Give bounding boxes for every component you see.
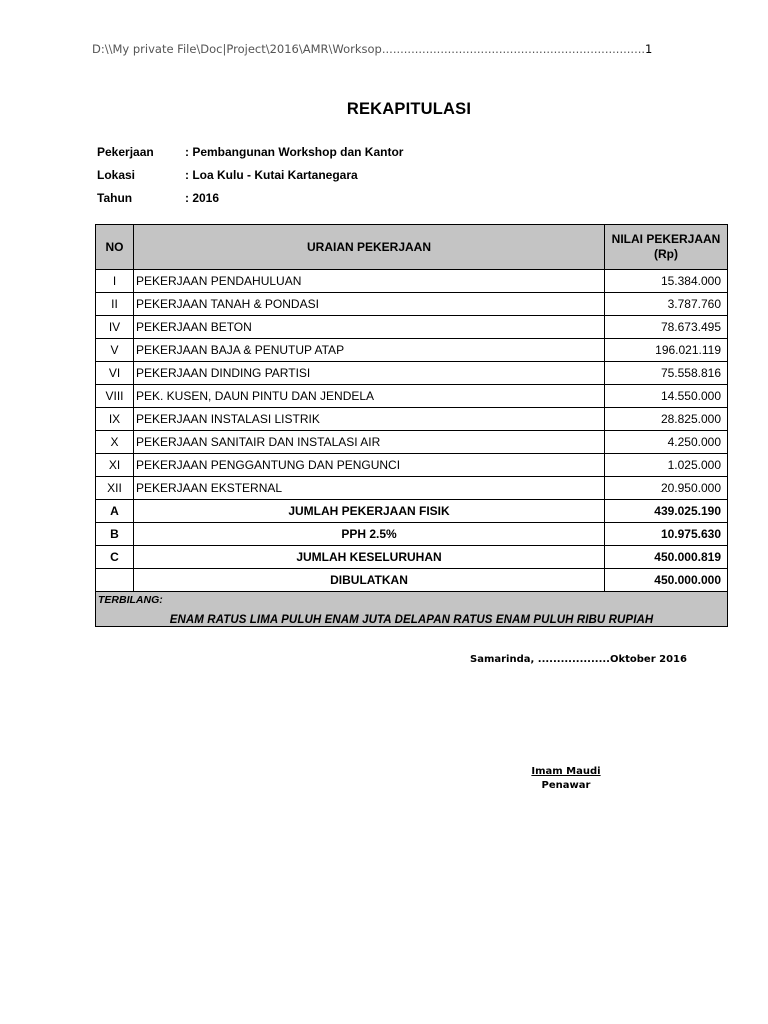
- info-value: : 2016: [185, 190, 220, 205]
- summary-label: DIBULATKAN: [134, 569, 605, 592]
- row-description: PEKERJAAN BETON: [134, 316, 605, 339]
- summary-no: B: [96, 523, 134, 546]
- summary-row-grand-total: [96, 546, 728, 569]
- row-value: 14.550.000: [605, 385, 728, 408]
- row-no: V: [96, 339, 134, 362]
- row-no: IV: [96, 316, 134, 339]
- info-label: Pekerjaan: [97, 144, 154, 159]
- row-no: XII: [96, 477, 134, 500]
- summary-no: C: [96, 546, 134, 569]
- summary-value: 450.000.819: [605, 546, 728, 569]
- row-description: PEKERJAAN EKSTERNAL: [134, 477, 605, 500]
- summary-no: A: [96, 500, 134, 523]
- terbilang-row: [96, 592, 728, 627]
- summary-value: 10.975.630: [605, 523, 728, 546]
- row-description: PEKERJAAN TANAH & PONDASI: [134, 293, 605, 316]
- table-row: [96, 293, 728, 316]
- summary-row-rounded: [96, 569, 728, 592]
- signer-role: Penawar: [541, 780, 591, 791]
- row-no: IX: [96, 408, 134, 431]
- row-description: PEK. KUSEN, DAUN PINTU DAN JENDELA: [134, 385, 605, 408]
- summary-label: JUMLAH PEKERJAAN FISIK: [134, 500, 605, 523]
- row-no: I: [96, 270, 134, 293]
- row-no: X: [96, 431, 134, 454]
- info-row-tahun: [97, 186, 403, 209]
- signature-block: [530, 765, 602, 793]
- row-no: XI: [96, 454, 134, 477]
- table-row: [96, 454, 728, 477]
- header-value-line1: NILAI PEKERJAAN: [611, 232, 721, 246]
- row-description: PEKERJAAN BAJA & PENUTUP ATAP: [134, 339, 605, 362]
- table-row: [96, 362, 728, 385]
- terbilang-text: ENAM RATUS LIMA PULUH ENAM JUTA DELAPAN RATUS ENAM PULUH RIBU RUPIAH: [169, 614, 654, 626]
- signer-name: Imam Maudi: [531, 766, 601, 777]
- table-row: [96, 385, 728, 408]
- table-row: [96, 477, 728, 500]
- table-row: [96, 270, 728, 293]
- row-value: 1.025.000: [605, 454, 728, 477]
- row-no: VIII: [96, 385, 134, 408]
- summary-no: [96, 569, 134, 592]
- row-description: PEKERJAAN SANITAIR DAN INSTALASI AIR: [134, 431, 605, 454]
- terbilang-cell: [96, 592, 728, 627]
- header-no: NO: [96, 225, 134, 270]
- row-value: 196.021.119: [605, 339, 728, 362]
- recap-table: [95, 224, 728, 627]
- info-row-pekerjaan: [97, 140, 403, 163]
- summary-value: 439.025.190: [605, 500, 728, 523]
- table-row: [96, 431, 728, 454]
- table-header-row: [96, 225, 728, 270]
- summary-value: 450.000.000: [605, 569, 728, 592]
- row-description: PEKERJAAN DINDING PARTISI: [134, 362, 605, 385]
- summary-row-total-physical: [96, 500, 728, 523]
- summary-label: PPH 2.5%: [134, 523, 605, 546]
- header-value-line2: (Rp): [654, 247, 678, 261]
- info-label: Lokasi: [97, 167, 136, 182]
- row-no: VI: [96, 362, 134, 385]
- place-date: Samarinda, ...................Oktober 2016: [470, 654, 687, 665]
- info-row-lokasi: [97, 163, 403, 186]
- row-value: 4.250.000: [605, 431, 728, 454]
- row-value: 75.558.816: [605, 362, 728, 385]
- row-value: 3.787.760: [605, 293, 728, 316]
- row-value: 28.825.000: [605, 408, 728, 431]
- row-description: PEKERJAAN INSTALASI LISTRIK: [134, 408, 605, 431]
- summary-label: JUMLAH KESELURUHAN: [134, 546, 605, 569]
- row-description: PEKERJAAN PENGGANTUNG DAN PENGUNCI: [134, 454, 605, 477]
- header-value: [605, 225, 728, 270]
- page-number: 1: [645, 42, 653, 56]
- info-value: : Loa Kulu - Kutai Kartanegara: [185, 167, 358, 182]
- row-value: 20.950.000: [605, 477, 728, 500]
- row-description: PEKERJAAN PENDAHULUAN: [134, 270, 605, 293]
- info-value: : Pembangunan Workshop dan Kantor: [185, 144, 404, 159]
- row-no: II: [96, 293, 134, 316]
- row-value: 78.673.495: [605, 316, 728, 339]
- page-title: REKAPITULASI: [346, 100, 472, 118]
- terbilang-label: TERBILANG:: [98, 594, 163, 606]
- table-row: [96, 408, 728, 431]
- table-row: [96, 339, 728, 362]
- info-label: Tahun: [97, 190, 133, 205]
- file-path-text: D:\\My private File\Doc|Project\2016\AMR\Worksop........................................................................: [92, 42, 646, 56]
- row-value: 15.384.000: [605, 270, 728, 293]
- project-info: [97, 140, 403, 209]
- header-description: URAIAN PEKERJAAN: [134, 225, 605, 270]
- file-path-header: [92, 42, 682, 56]
- table-row: [96, 316, 728, 339]
- summary-row-tax: [96, 523, 728, 546]
